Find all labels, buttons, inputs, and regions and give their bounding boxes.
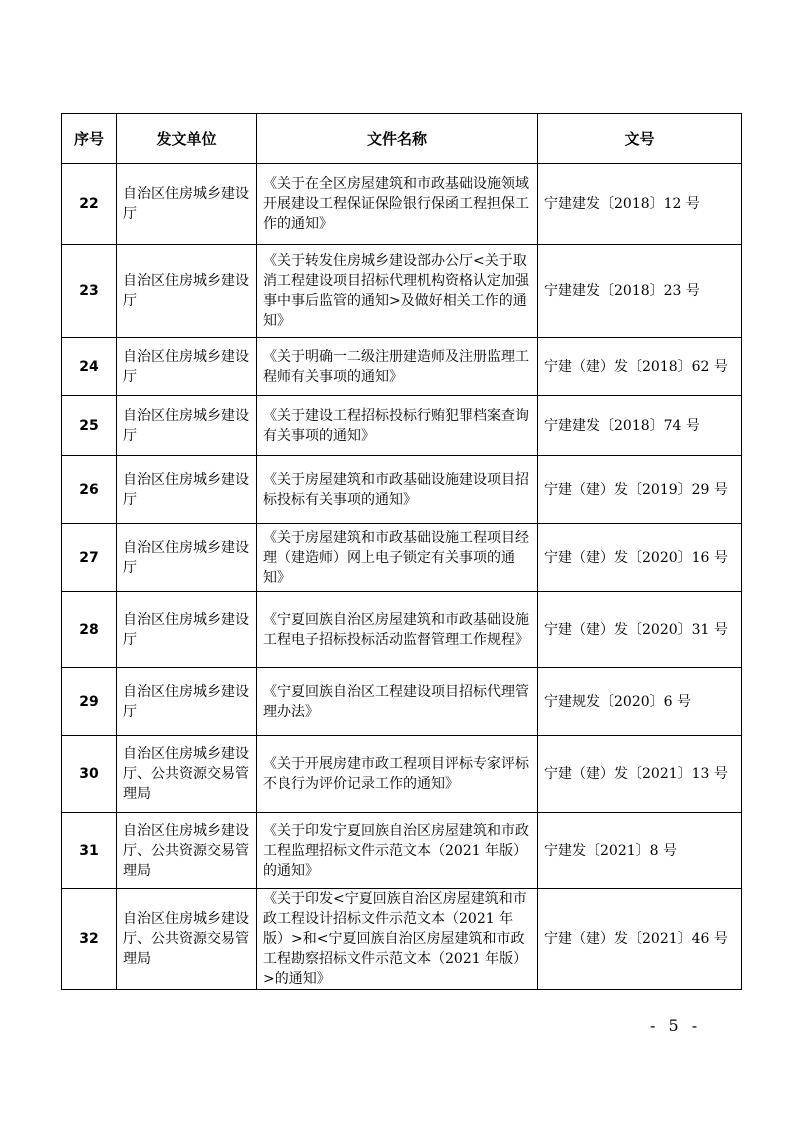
table-row	[62, 889, 742, 990]
row-issuing-unit: 自治区住房城乡建设厅	[117, 338, 257, 396]
row-document-number: 宁建建发〔2018〕23 号	[538, 245, 742, 338]
row-serial-number: 29	[62, 668, 117, 736]
row-serial-number: 30	[62, 736, 117, 813]
table-row	[62, 245, 742, 338]
row-document-number: 宁建规发〔2020〕6 号	[538, 668, 742, 736]
table-row	[62, 164, 742, 245]
row-document-title: 《关于印发<宁夏回族自治区房屋建筑和市政工程设计招标文件示范文本（2021 年版）>和<宁夏回族自治区房屋建筑和市政工程勘察招标文件示范文本（2021 年版）>的通知》	[257, 889, 538, 990]
row-serial-number: 23	[62, 245, 117, 338]
page-number: - 5 -	[650, 1016, 702, 1035]
table-row	[62, 736, 742, 813]
row-document-title: 《关于房屋建筑和市政基础设施建设项目招标投标有关事项的通知》	[257, 456, 538, 524]
table-row	[62, 524, 742, 592]
table-row	[62, 813, 742, 889]
row-issuing-unit: 自治区住房城乡建设厅	[117, 396, 257, 456]
row-serial-number: 28	[62, 592, 117, 668]
row-serial-number: 27	[62, 524, 117, 592]
row-issuing-unit: 自治区住房城乡建设厅、公共资源交易管理局	[117, 736, 257, 813]
header-issuing-unit: 发文单位	[117, 114, 257, 164]
header-serial-number: 序号	[62, 114, 117, 164]
document-table	[61, 113, 742, 990]
row-document-title: 《关于转发住房城乡建设部办公厅<关于取消工程建设项目招标代理机构资格认定加强事中事后监管的通知>及做好相关工作的通知》	[257, 245, 538, 338]
row-issuing-unit: 自治区住房城乡建设厅	[117, 245, 257, 338]
table-header-row	[62, 114, 742, 164]
row-document-number: 宁建（建）发〔2020〕31 号	[538, 592, 742, 668]
row-document-title: 《关于在全区房屋建筑和市政基础设施领域开展建设工程保证保险银行保函工程担保工作的通知》	[257, 164, 538, 245]
row-serial-number: 25	[62, 396, 117, 456]
row-document-number: 宁建（建）发〔2021〕13 号	[538, 736, 742, 813]
row-issuing-unit: 自治区住房城乡建设厅	[117, 592, 257, 668]
row-issuing-unit: 自治区住房城乡建设厅	[117, 668, 257, 736]
table-row	[62, 338, 742, 396]
table-row	[62, 592, 742, 668]
table-row	[62, 396, 742, 456]
row-document-number: 宁建（建）发〔2018〕62 号	[538, 338, 742, 396]
row-document-number: 宁建（建）发〔2020〕16 号	[538, 524, 742, 592]
row-issuing-unit: 自治区住房城乡建设厅、公共资源交易管理局	[117, 813, 257, 889]
row-issuing-unit: 自治区住房城乡建设厅	[117, 456, 257, 524]
row-document-title: 《关于房屋建筑和市政基础设施工程项目经理（建造师）网上电子锁定有关事项的通知》	[257, 524, 538, 592]
row-document-title: 《关于明确一二级注册建造师及注册监理工程师有关事项的通知》	[257, 338, 538, 396]
row-serial-number: 32	[62, 889, 117, 990]
row-document-title: 《宁夏回族自治区房屋建筑和市政基础设施工程电子招标投标活动监督管理工作规程》	[257, 592, 538, 668]
row-document-title: 《关于印发宁夏回族自治区房屋建筑和市政工程监理招标文件示范文本（2021 年版）的通知》	[257, 813, 538, 889]
row-document-number: 宁建建发〔2018〕12 号	[538, 164, 742, 245]
row-issuing-unit: 自治区住房城乡建设厅	[117, 164, 257, 245]
row-serial-number: 24	[62, 338, 117, 396]
row-serial-number: 26	[62, 456, 117, 524]
row-document-number: 宁建（建）发〔2021〕46 号	[538, 889, 742, 990]
row-document-title: 《关于开展房建市政工程项目评标专家评标不良行为评价记录工作的通知》	[257, 736, 538, 813]
row-document-title: 《宁夏回族自治区工程建设项目招标代理管理办法》	[257, 668, 538, 736]
header-document-number: 文号	[538, 114, 742, 164]
row-document-title: 《关于建设工程招标投标行贿犯罪档案查询有关事项的通知》	[257, 396, 538, 456]
row-issuing-unit: 自治区住房城乡建设厅	[117, 524, 257, 592]
row-document-number: 宁建（建）发〔2019〕29 号	[538, 456, 742, 524]
row-serial-number: 22	[62, 164, 117, 245]
header-document-title: 文件名称	[257, 114, 538, 164]
row-serial-number: 31	[62, 813, 117, 889]
row-issuing-unit: 自治区住房城乡建设厅、公共资源交易管理局	[117, 889, 257, 990]
table-row	[62, 456, 742, 524]
row-document-number: 宁建建发〔2018〕74 号	[538, 396, 742, 456]
table-row	[62, 668, 742, 736]
row-document-number: 宁建发〔2021〕8 号	[538, 813, 742, 889]
